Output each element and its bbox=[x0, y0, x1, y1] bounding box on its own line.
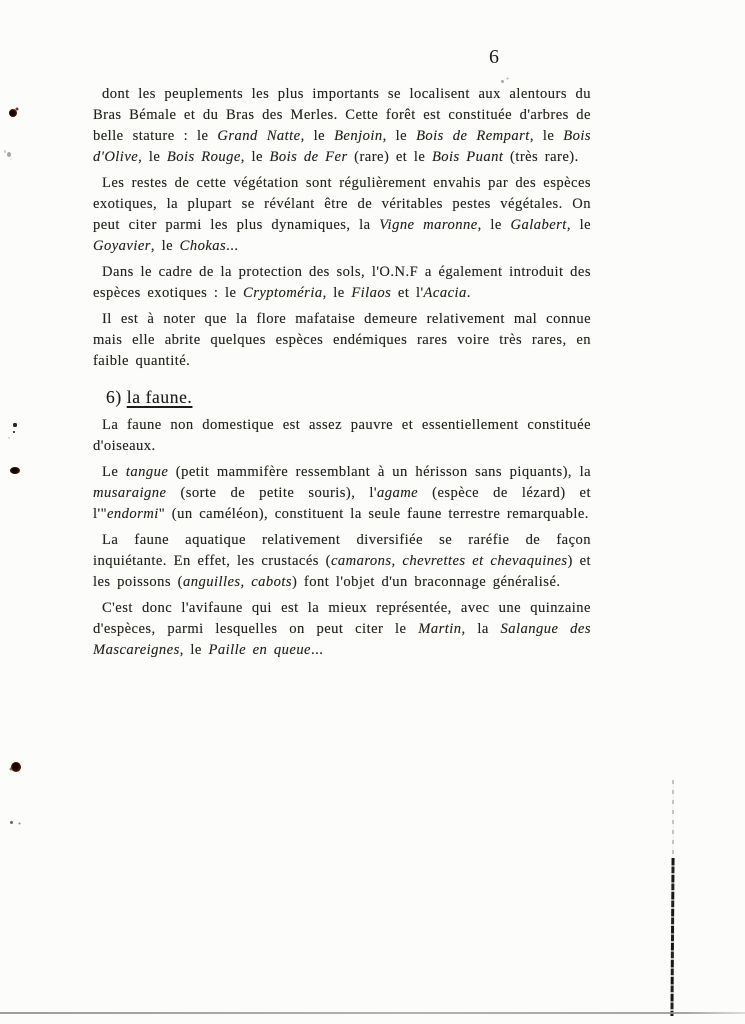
italic-text-run: musaraigne bbox=[93, 485, 167, 501]
text-run: dont les peuplements les plus importants se localisent aux alentours du Bras Bémale et du Bras des Merles. Cette forêt est constituée d'arbres de belle stature : le bbox=[93, 86, 591, 144]
italic-text-run: endormi bbox=[107, 506, 159, 522]
text-run: . bbox=[466, 285, 471, 301]
italic-text-run: Benjoin bbox=[334, 128, 383, 144]
page-number: 6 bbox=[489, 46, 500, 68]
text-run: (espèce de lézard) et l'" bbox=[93, 485, 591, 522]
italic-text-run: Paille en queue bbox=[208, 642, 311, 658]
paragraph-terrestrial-fauna bbox=[93, 462, 591, 525]
text-run: , le bbox=[240, 149, 270, 165]
text-run: ) et les poissons ( bbox=[93, 553, 592, 590]
italic-text-run: Vigne maronne bbox=[379, 217, 478, 233]
section-heading-title: la faune. bbox=[126, 387, 193, 407]
text-run: , le bbox=[138, 149, 167, 165]
text-run: Dans le cadre de la protection des sols, l'O.N.F a également introduit des espèces exotiques : le bbox=[93, 264, 591, 301]
italic-text-run: Bois de Rempart bbox=[416, 128, 530, 144]
text-run: (très rare). bbox=[503, 149, 579, 165]
ink-speck bbox=[10, 821, 13, 824]
italic-text-run: anguilles, cabots bbox=[182, 574, 293, 590]
text-run: Les restes de cette végétation sont régulièrement envahis par des espèces exotiques, la plupart se révélant être de véritables pestes végétales. On peut citer parmi les plus dynamiques, la bbox=[93, 175, 591, 233]
paragraph-flora-note bbox=[93, 309, 591, 372]
italic-text-run: Bois Rouge bbox=[166, 149, 241, 165]
italic-text-run: camarons, chevrettes et chevaquines bbox=[330, 553, 568, 569]
text-run: , le bbox=[566, 217, 592, 233]
text-run: ... bbox=[311, 642, 324, 658]
section-heading-number: 6) bbox=[106, 387, 122, 407]
ink-speck bbox=[501, 80, 504, 83]
text-run: (petit mammifère ressemblant à un hérisson sans piquants), la bbox=[168, 464, 591, 480]
text-run: et l' bbox=[391, 285, 424, 301]
paragraph-onf-introductions bbox=[93, 262, 591, 304]
text-run: , le bbox=[382, 128, 417, 144]
text-run: , le bbox=[179, 642, 209, 658]
text-run: , le bbox=[150, 238, 180, 254]
ink-speck bbox=[9, 109, 17, 117]
section-heading bbox=[106, 387, 591, 408]
text-run: La faune aquatique relativement diversifiée se raréfie de façon inquiétante. En effet, les crustacés ( bbox=[93, 532, 591, 569]
page-text-block bbox=[93, 84, 591, 666]
text-run: ) font l'objet d'un braconnage généralisé. bbox=[292, 574, 561, 590]
italic-text-run: Grand Natte bbox=[217, 128, 301, 144]
text-run: , le bbox=[300, 128, 335, 144]
italic-text-run: Bois Puant bbox=[431, 149, 504, 165]
text-run: ... bbox=[226, 238, 239, 254]
text-run: Le bbox=[102, 464, 126, 480]
paragraph-forest-species bbox=[93, 84, 591, 168]
ink-speck bbox=[10, 467, 20, 474]
scan-vertical-line-faint bbox=[672, 780, 674, 860]
paragraph-fauna-intro bbox=[93, 415, 591, 457]
ink-speck bbox=[7, 152, 11, 157]
text-run: " (un caméléon), constituent la seule faune terrestre remarquable. bbox=[158, 506, 589, 522]
italic-text-run: Goyavier bbox=[93, 238, 151, 254]
ink-speck bbox=[13, 423, 17, 427]
scan-vertical-line bbox=[670, 858, 674, 1016]
text-run: (sorte de petite souris), l' bbox=[166, 485, 377, 501]
italic-text-run: agame bbox=[376, 485, 419, 501]
text-run: , la bbox=[461, 621, 501, 637]
paragraph-avifauna bbox=[93, 598, 591, 661]
text-run: , le bbox=[322, 285, 352, 301]
text-run: (rare) et le bbox=[347, 149, 432, 165]
italic-text-run: tangue bbox=[125, 464, 169, 480]
text-run: , le bbox=[477, 217, 511, 233]
paragraph-invasive-species bbox=[93, 173, 591, 257]
italic-text-run: Martin bbox=[418, 621, 462, 637]
text-run: C'est donc l'avifaune qui est la mieux représentée, avec une quinzaine d'espèces, parmi lesquelles on peut citer le bbox=[93, 600, 591, 637]
italic-text-run: Cryptoméria bbox=[243, 285, 323, 301]
ink-speck bbox=[11, 762, 21, 772]
italic-text-run: Salangue des Mascareignes bbox=[93, 621, 591, 658]
italic-text-run: Galabert bbox=[510, 217, 567, 233]
text-run: La faune non domestique est assez pauvre et essentiellement constituée d'oiseaux. bbox=[93, 417, 591, 454]
text-run: Il est à noter que la flore mafataise demeure relativement mal connue mais elle abrite quelques espèces endémiques rares voire très rares, en faible quantité. bbox=[93, 311, 591, 369]
italic-text-run: Acacia bbox=[423, 285, 467, 301]
scan-horizontal-line bbox=[0, 1012, 745, 1014]
text-run: , le bbox=[529, 128, 564, 144]
italic-text-run: Filaos bbox=[351, 285, 392, 301]
paragraph-aquatic-fauna bbox=[93, 530, 591, 593]
italic-text-run: Bois d'Olive bbox=[93, 128, 592, 165]
italic-text-run: Chokas bbox=[179, 238, 227, 254]
italic-text-run: Bois de Fer bbox=[269, 149, 348, 165]
